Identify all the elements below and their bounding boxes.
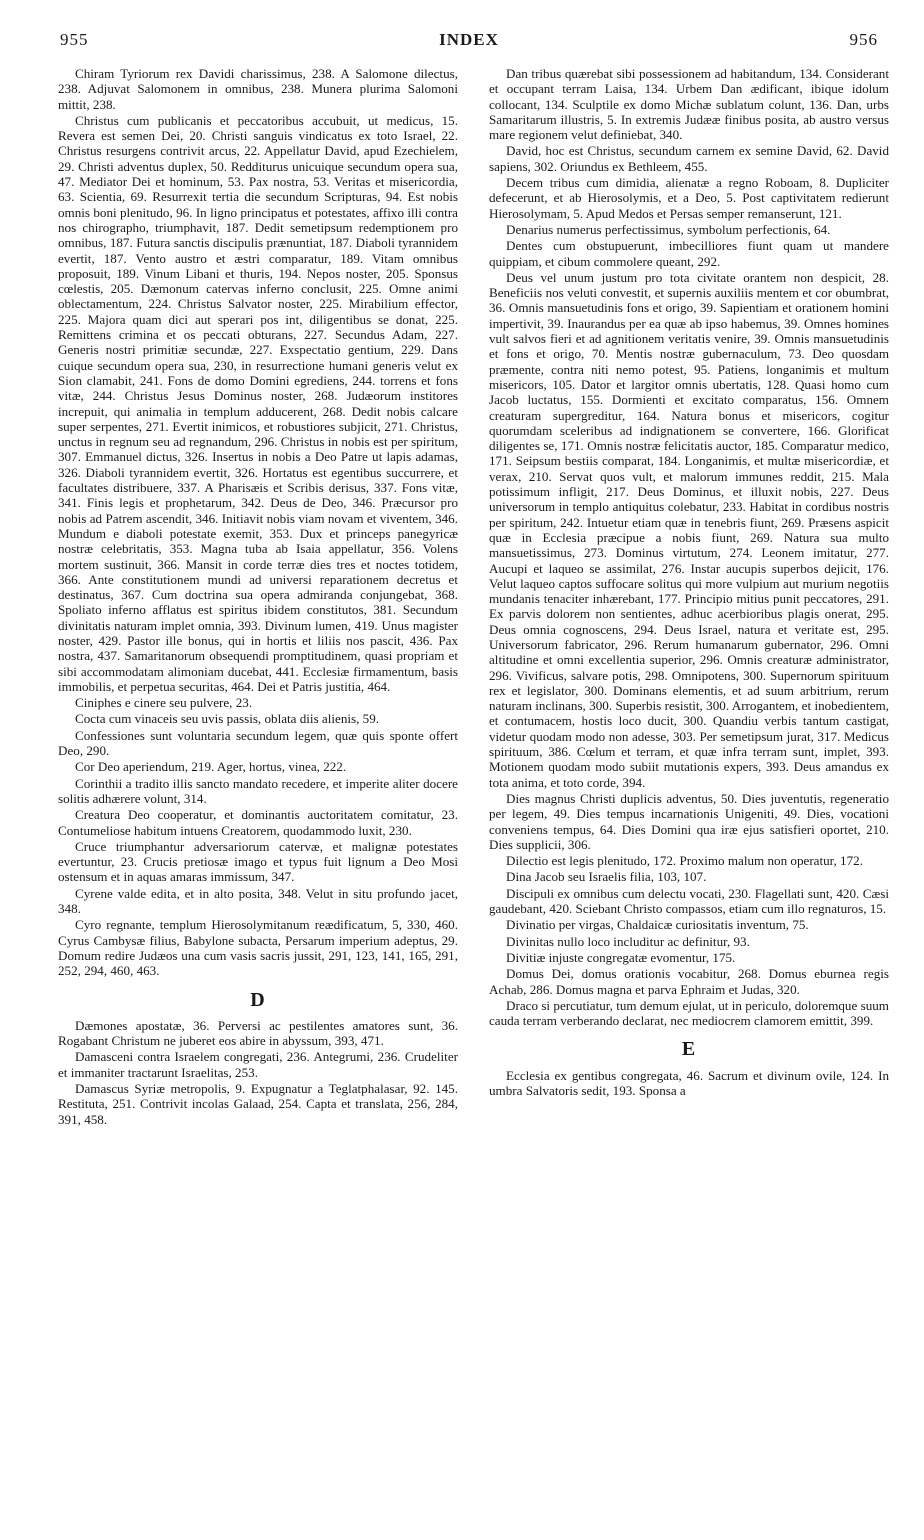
index-entry: Dina Jacob seu Israelis filia, 103, 107. (506, 869, 707, 885)
index-entry: Divitiæ injuste congregatæ evomentur, 175. (506, 949, 736, 965)
page-number-left: 955 (60, 30, 89, 49)
index-entry: Ciniphes e cinere seu pulvere, 23. (75, 695, 253, 711)
index-entry: Discipuli ex omnibus cum delectu vocati, 230. Flagellati sunt, 420. Cæsi gaudebant, 420. Sciebant Christo compassos, etiam cum illo regnaturos, 15. (489, 885, 889, 917)
index-entry: Dilectio est legis plenitudo, 172. Proximo malum non operatur, 172. (506, 853, 863, 869)
index-entry: Denarius numerus perfectissimus, symbolum perfectionis, 64. (506, 221, 831, 237)
index-entry: Confessiones sunt voluntaria secundum legem, quæ quis sponte offert Deo, 290. (58, 727, 458, 759)
index-entry: Damasceni contra Israelem congregati, 236. Antegrumi, 236. Crudeliter et immaniter tractarunt Israelitas, 253. (58, 1049, 458, 1080)
index-entry: Dæmones apostatæ, 36. Perversi ac pestilentes amatores sunt, 36. Rogabant Christum ne juberet eos abire in abyssum, 393, 471. (58, 1017, 458, 1049)
index-entry: Creatura Deo cooperatur, et dominantis auctoritatem comitatur, 23. Contumeliose habitum intuens Creatorem, quodammodo luxit, 230. (58, 807, 458, 838)
index-entry: Damascus Syriæ metropolis, 9. Expugnatur a Teglatphalasar, 92. 145. Restituta, 251. Contrivit incolas Galaad, 254. Capta et translata, 256, 284, 391, 458. (58, 1081, 458, 1127)
page-number-right: 956 (849, 30, 878, 49)
left-column (58, 66, 458, 1128)
index-entry: Cocta cum vinaceis seu uvis passis, oblata diis alienis, 59. (75, 711, 380, 727)
index-entry: Draco si percutiatur, tum demum ejulat, ut in periculo, doloremque suum cauda terram verberando declarat, nec mediocrem clamorem emittit, 399. (489, 997, 889, 1029)
index-entry: Cyro regnante, templum Hierosolymitanum reædificatum, 5, 330, 460. Cyrus Cambysæ filius, Babylone subacta, Persarum imperium adeptus, 29. Domum redire Judæos una cum vasis sacris jussit, 291, 123, 141, 165, 291, 252, 294, 460, 463. (58, 917, 458, 979)
index-entry: Deus vel unum justum pro tota civitate orantem non despicit, 28. Beneficiis nos veluti convestit, et supernis auxiliis mentem et cor obumbrat, 36. Omnis mansuetudinis fons et origo, 39. Sapientiam et orationem homini impertivit, 39. Inaurandus per ea quæ ab ipso habemus, 39. Omnes homines vult salvos fieri et ad agnitionem veritatis venire, 39. Omnis mansuetudinis et fons et origo, 70. Mentis nostræ gubernaculum, 73. Deo quosdam præmente, contra niti nemo potest, 95. Patiens, longanimis et multum misericors, 105. Dator et largitor omnis ubertatis, 128. Quasi homo cum Jacob luctatus, 155. Dormienti et excitato comparatus, 156. Omnem creaturam supergreditur, 164. Natura bonus et misericors, cogitur quorumdam sceleribus ad indignationem se convertere, 166. Glorificat diligentes se, 171. Omnis nostræ felicitatis auctor, 185. Comparatur medico, 171. Seipsum bestiis comparat, 184. Longanimis, et multæ misericordiæ, et verax, 210. Servat quos vult, et malorum immunes reddit, 215. Mala potissimum infligit, 217. Deus Dominus, et illuxit nobis, 227. Deus universorum in templo antiquitus colebatur, 233. Habitat in cordibus nostris per spiritum, 242. Intuetur etiam quæ in tenebris fiunt, 269. Præsens aspicit quæ in Ecclesia præcipue a nobis fiunt, 269. Natura sua multo mansuetissimus, 273. Dominus virtutum, 274. Leonem imitatur, 277. Aucupi et laqueo se assimilat, 276. Instar aucupis superbos dejicit, 176. Velut laqueo captos suffocare solitus qui more vulpium aut murium negotiis mundanis tenaciter inhærebant, 177. Principio mitius punit peccatores, 291. Ex parvis dolorem non sentientes, adhuc acerbioribus plagis onerat, 295. Deus omnia cognoscens, 294. Deus Israel, natura et veritate est, 295. Universorum fabricator, 296. Rerum humanarum gubernator, 296. Omni altitudine et omni excellentia superior, 296. Omnis creaturæ administrator, 296. Vivificus, salvare potis, 298. Omnipotens, 300. Supernorum spirituum rex et legislator, 300. Dominans elementis, et ad suum arbitrium, rerum naturam inclinans, 300. Superbis resistit, 300. Arrogantem, et inobedientem, et contumacem, hostis loco ducit, 300. Quandiu verbis tantum castigat, videtur quodam modo non adesse, 303. Per semetipsum jurat, 317. Medicus spirituum, 386. Cœlum et terram, et quæ infra terram sunt, implet, 393. Motionem quodam modo subiit mutationis expers, 393. Deus amandus ex tota anima, et toto corde, 394. (489, 269, 889, 790)
index-entry: Cyrene valde edita, et in alto posita, 348. Velut in situ profundo jacet, 348. (58, 885, 458, 917)
page-header (60, 30, 878, 56)
index-entry: Ecclesia ex gentibus congregata, 46. Sacrum et divinum ovile, 124. In umbra Salvatoris sedit, 193. Sponsa a (489, 1067, 889, 1098)
index-entry: Cor Deo aperiendum, 219. Ager, hortus, vinea, 222. (75, 759, 347, 775)
index-entry: Cruce triumphantur adversariorum catervæ, et malignæ potestates evertuntur, 23. Crucis pretiosæ imago et typus fuit lignum a Deo Mosi ostensum et in aquas amaras immissum, 347. (58, 838, 458, 885)
index-entry: Dentes cum obstupuerunt, imbecilliores fiunt quam ut mandere quippiam, et cibum commolere queant, 292. (489, 238, 889, 269)
section-letter-d: D (250, 988, 266, 1011)
index-entry: Christus cum publicanis et peccatoribus accubuit, ut medicus, 15. Revera est semen Dei, 20. Christi sanguis vindicatus ex toto Israel, 22. Christus resurgens contrivit arcus, 22. Appellatur David, apud Ezechielem, 29. Christi adventus duplex, 50. Redditurus unicuique secundum opera sua, 47. Mediator Dei et hominum, 53. Pax nostra, 53. Veritas et misericordia, 63. Scientia, 69. Resurrexit tertia die secundum Scripturas, 94. Est nobis omnis boni plenitudo, 96. In ligno principatus et potestates, affixo illi contra nos chirographo, triumphavit, 187. Dedit semetipsum redemptionem pro omnibus, 187. Futura sanctis discipulis prænuntiat, 187. Diaboli tyrannidem evertit, 187. Vento austro et æstri comparatur, 189. Vitam omnibus proposuit, 189. Vinum Libani et thuris, 194. Nepos noster, 205. Sponsus cœlestis, 205. Dæmonum catervas inferno conclusit, 225. Omne animi oblectamentum, 224. Christus Salvator noster, 225. Mirabilium effector, 225. Majora quam dici aut sperari pos int, diligentibus se donat, 225. Remittens crimina et os peccati obturans, 227. Secundus Adam, 227. Generis nostri primitiæ secundæ, 227. Exspectatio gentium, 229. Dans cuique secundum opera sua, 230, in resurrectione humani generis velut ex Sion clamabit, 241. Fons de domo Domini egrediens, 244. torrens et fons vitæ, 244. Christus Jesus Dominus noster, 268. Judæorum institores increpuit, qui animalia in templum adducerent, 268. Dedit nobis calcare super serpentes, 271. Evertit inimicos, et robustiores subjicit, 271. Christus, unctus in regnum seu ad regnandum, 296. Christus in nobis est per spiritum, 307. Emmanuel dictus, 326. Insertus in nobis a Deo Patre ut lapis adamas, 326. Diaboli tyrannidem evertit, 326. Hortatus est egentibus succurrere, et facultates distribuere, 337. A Pharisæis et Scribis derisus, 337. Fons vitæ, 341. Finis legis et prophetarum, 342. Deus de Deo, 346. Præcursor pro nobis ad Patrem ascendit, 346. Initiavit nobis viam novam et viventem, 346. Mundum e diaboli potestate exemit, 353. Dux et princeps panegyricæ nostræ celebritatis, 353. Magna tuba ab Isaia appellatur, 356. Volens mortem sustinuit, 366. Mansit in corde terræ dies tres et noctes totidem, 366. Ante constitutionem mundi ad universi reparationem decretus et destinatus, 367. Cum doctrina sua opera admiranda conjungebat, 368. Spoliato inferno afflatus est spiritus ibidem constitutos, 381. Secundum divinitatis naturam implet omnia, 393. Divinum lumen, 419. Unus magister noster, 429. Pastor ille bonus, qui in hortis et liliis nos pascit, 436. Pax nostra, 437. Samaritanorum obsequendi promptitudinem, quasi propriam et sibi accommodatam alimoniam ducebat, 441. Ecclesiæ firmamentum, basis immobilis, et perpetua securitas, 464. Dei et Patris justitia, 464. (58, 112, 458, 694)
index-entry: David, hoc est Christus, secundum carnem ex semine David, 62. David sapiens, 302. Oriundus ex Bethleem, 455. (489, 143, 889, 174)
index-entry: Domus Dei, domus orationis vocabitur, 268. Domus eburnea regis Achab, 286. Domus magna et parva Ephraim et Judas, 320. (489, 966, 889, 997)
index-entry: Corinthii a tradito illis sancto mandato recedere, et imperite aliter docere solitis adhærere volunt, 314. (58, 775, 458, 806)
right-column (489, 66, 889, 1099)
index-entry: Divinatio per virgas, Chaldaicæ curiositatis inventum, 75. (506, 917, 809, 933)
index-entry: Decem tribus cum dimidia, alienatæ a regno Roboam, 8. Dupliciter defecerunt, et ab Hierosolymis, et a Deo, 5. Post captivitatem redierunt Hierosolymam, 5. Apud Medos et Persas semper remanserunt, 121. (489, 175, 889, 221)
section-letter-e: E (681, 1038, 697, 1061)
running-title: INDEX (439, 30, 499, 49)
index-entry: Dan tribus quærebat sibi possessionem ad habitandum, 134. Considerant et occupant terram Laisa, 134. Urbem Dan ædificant, ibique idolum collocant, 134. Sculptile ex domo Michæ sublatum colunt, 136. Dan, urbs Samaritarum illustris, 5. In extremis Judææ finibus posita, ab austro versus mare regionem velut definiebat, 340. (489, 66, 889, 143)
index-entry: Dies magnus Christi duplicis adventus, 50. Dies juventutis, regeneratio per legem, 49. Dies tempus incarnationis Unigeniti, 49. Dies, vocationi conveniens tempus, 64. Dies Domini qua iræ ejus satisfieri oportet, 210. Dies supplicii, 306. (489, 790, 889, 852)
index-entry: Chiram Tyriorum rex Davidi charissimus, 238. A Salomone dilectus, 238. Adjuvat Salomonem in omnibus, 238. Munera plurima Salomoni mittit, 238. (58, 66, 458, 112)
index-entry: Divinitas nullo loco includitur ac definitur, 93. (506, 933, 750, 949)
